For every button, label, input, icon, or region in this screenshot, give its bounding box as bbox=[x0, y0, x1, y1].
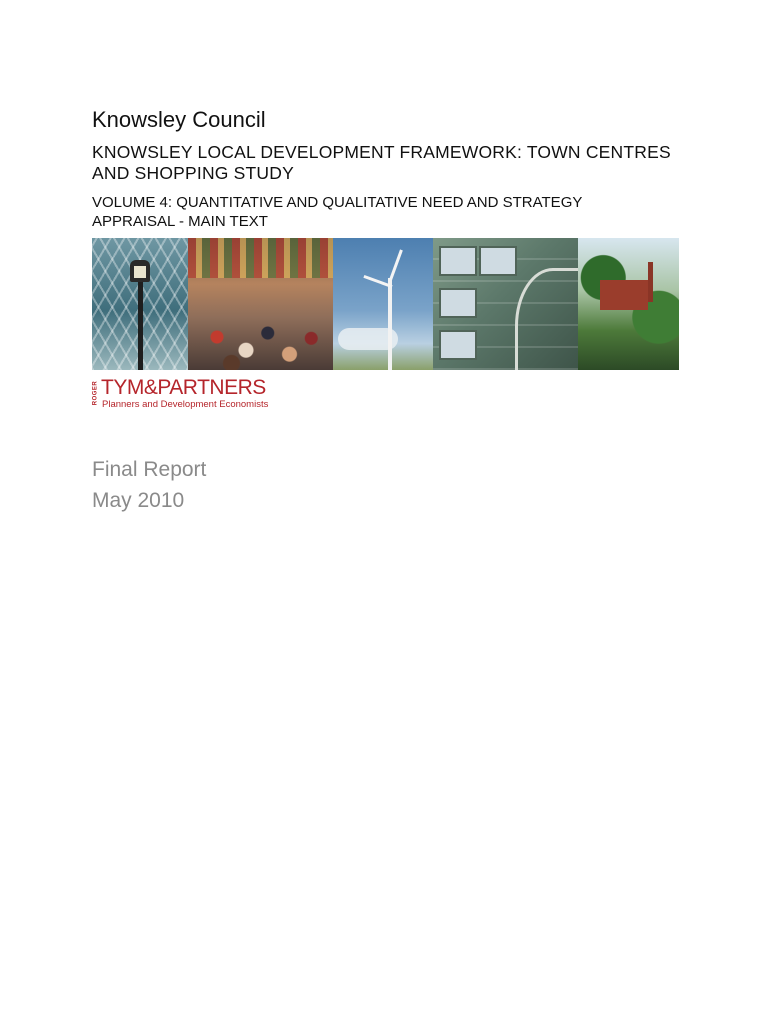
report-status bbox=[92, 454, 206, 516]
organisation-name: Knowsley Council bbox=[92, 107, 266, 132]
shopping-street-photo bbox=[188, 238, 333, 370]
report-type: Final Report bbox=[92, 458, 207, 481]
cover-photo-strip bbox=[92, 238, 679, 370]
wind-turbine-photo bbox=[333, 238, 433, 370]
logo-roger-text: ROGER bbox=[92, 380, 99, 406]
logo-tagline: Planners and Development Economists bbox=[102, 399, 269, 410]
document-title: KNOWSLEY LOCAL DEVELOPMENT FRAMEWORK: TOWN CENTRES AND SHOPPING STUDY bbox=[92, 142, 671, 183]
glass-building-photo bbox=[92, 238, 188, 370]
park-river-photo bbox=[578, 238, 679, 370]
document-subtitle: VOLUME 4: QUANTITATIVE AND QUALITATIVE NEED AND STRATEGY APPRAISAL - MAIN TEXT bbox=[92, 194, 583, 230]
logo-company-name: TYM&PARTNERS bbox=[101, 376, 266, 399]
modern-building-photo bbox=[433, 238, 578, 370]
report-date: May 2010 bbox=[92, 489, 185, 512]
